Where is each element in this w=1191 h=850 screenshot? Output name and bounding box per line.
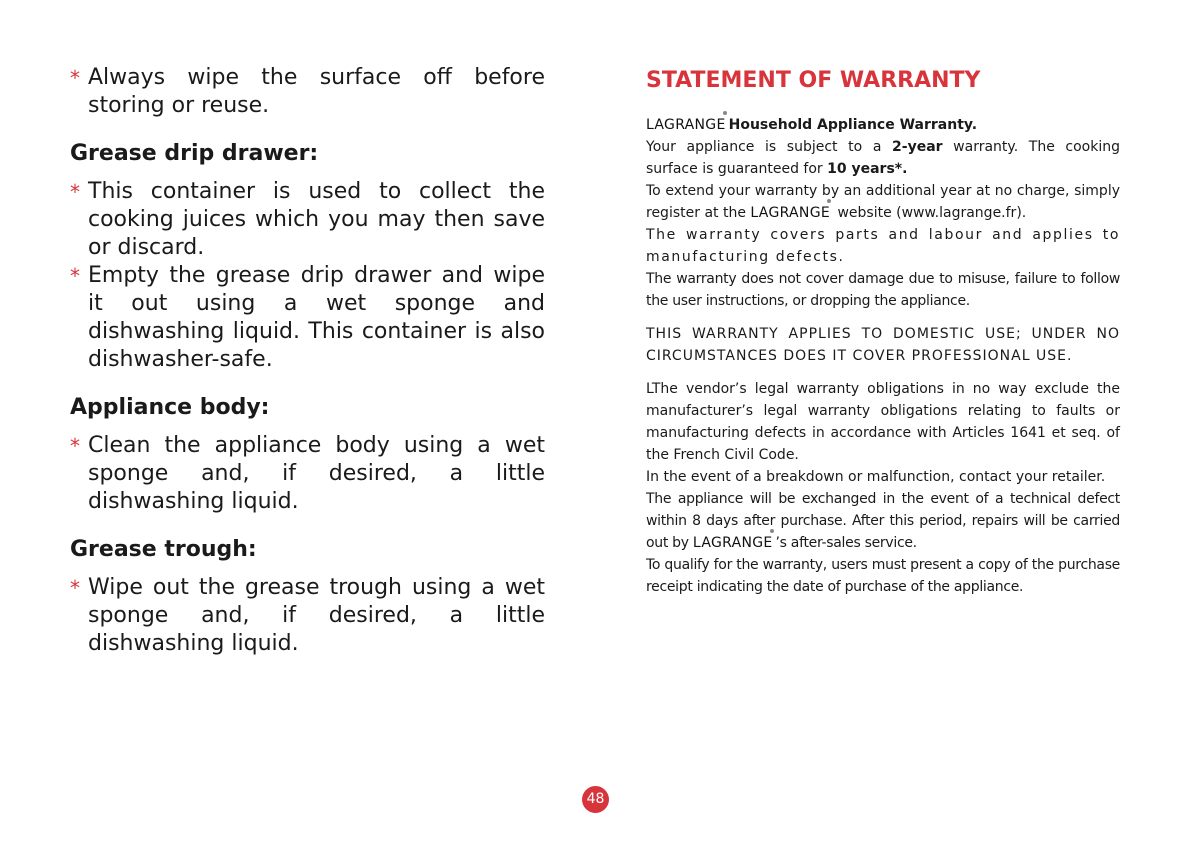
- bullet-text: Clean the appliance body using a wet sponge and, if desired, a little dishwashing liquid.: [88, 433, 545, 514]
- bullet-star-icon: *: [70, 576, 80, 600]
- warranty-section: [646, 66, 1120, 598]
- exchange-policy: [646, 488, 1120, 554]
- brand-text: LAGRANGE: [750, 205, 830, 221]
- warranty-extend: [646, 180, 1120, 224]
- ten-years-label: 10 years*.: [827, 161, 908, 177]
- warranty-title: STATEMENT OF WARRANTY: [646, 68, 981, 93]
- heading-grease-drip-drawer: Grease drip drawer:: [70, 141, 319, 166]
- bullet-collect-juices: [70, 178, 545, 262]
- logo-dot-icon: [827, 199, 831, 203]
- logo-dot-icon: [723, 111, 727, 115]
- warranty-intro: [646, 114, 1120, 136]
- page-number: 48: [582, 786, 609, 813]
- logo-dot-icon: [770, 529, 774, 533]
- bullet-text: This container is used to collect the cooking juices which you may then save or discard.: [88, 179, 545, 260]
- bullet-empty-drawer: [70, 262, 545, 374]
- bullet-star-icon: *: [70, 66, 80, 90]
- heading-appliance-body: Appliance body:: [70, 395, 270, 420]
- warranty-covers: The warranty covers parts and labour and applies to manufacturing defects.: [646, 227, 1120, 265]
- heading-grease-trough: Grease trough:: [70, 537, 257, 562]
- extend-text: website (www.lagrange.fr).: [833, 205, 1027, 221]
- terms-text: Your appliance is subject to a: [646, 139, 893, 155]
- lagrange-logo: [693, 532, 773, 554]
- warranty-name: Household Appliance Warranty.: [728, 117, 978, 133]
- bullet-wipe-surface: [70, 64, 545, 120]
- bullet-wipe-trough: [70, 574, 545, 658]
- bullet-star-icon: *: [70, 180, 80, 204]
- brand-text: LAGRANGE: [692, 535, 773, 551]
- bullet-star-icon: *: [70, 434, 80, 458]
- lagrange-logo: [750, 202, 830, 224]
- legal-obligations: LThe vendor’s legal warranty obligations in no way exclude the manufacturer’s legal warranty obligations relating to faults or manufacturing defects in accordance with Articles 1641 et seq. of the French Civil Code.: [646, 381, 1120, 463]
- brand-text: LAGRANGE: [646, 117, 726, 133]
- lagrange-logo: [646, 114, 726, 136]
- domestic-use-notice: THIS WARRANTY APPLIES TO DOMESTIC USE; UNDER NO CIRCUMSTANCES DOES IT COVER PROFESSIONAL USE.: [646, 326, 1120, 364]
- bullet-text: Empty the grease drip drawer and wipe it out using a wet sponge and dishwashing liquid. This container is also dishwasher-safe.: [88, 263, 545, 372]
- qualify-notice: To qualify for the warranty, users must present a copy of the purchase receipt indicating the date of purchase of the appliance.: [646, 557, 1120, 595]
- terms-text: warranty. The cooking surface is guaranteed for: [646, 139, 1121, 177]
- two-year-label: 2-year: [892, 139, 943, 155]
- bullet-clean-body: [70, 432, 545, 516]
- warranty-terms: [646, 136, 1120, 180]
- bullet-text: Wipe out the grease trough using a wet sponge and, if desired, a little dishwashing liquid.: [88, 575, 545, 656]
- bullet-text: Always wipe the surface off before storing or reuse.: [88, 65, 545, 118]
- bullet-star-icon: *: [70, 264, 80, 288]
- exchange-text: The appliance will be exchanged in the event of a technical defect within 8 days after purchase. After this period, repairs will be carried out by: [646, 491, 1120, 551]
- care-instructions: [70, 64, 545, 658]
- extend-text: To extend your warranty by an additional year at no charge, simply register at the: [646, 183, 1120, 221]
- warranty-not-cover: The warranty does not cover damage due to misuse, failure to follow the user instructions, or dropping the appliance.: [646, 271, 1120, 309]
- exchange-text: ’s after-sales service.: [775, 535, 917, 551]
- breakdown-contact: In the event of a breakdown or malfunction, contact your retailer.: [646, 469, 1106, 485]
